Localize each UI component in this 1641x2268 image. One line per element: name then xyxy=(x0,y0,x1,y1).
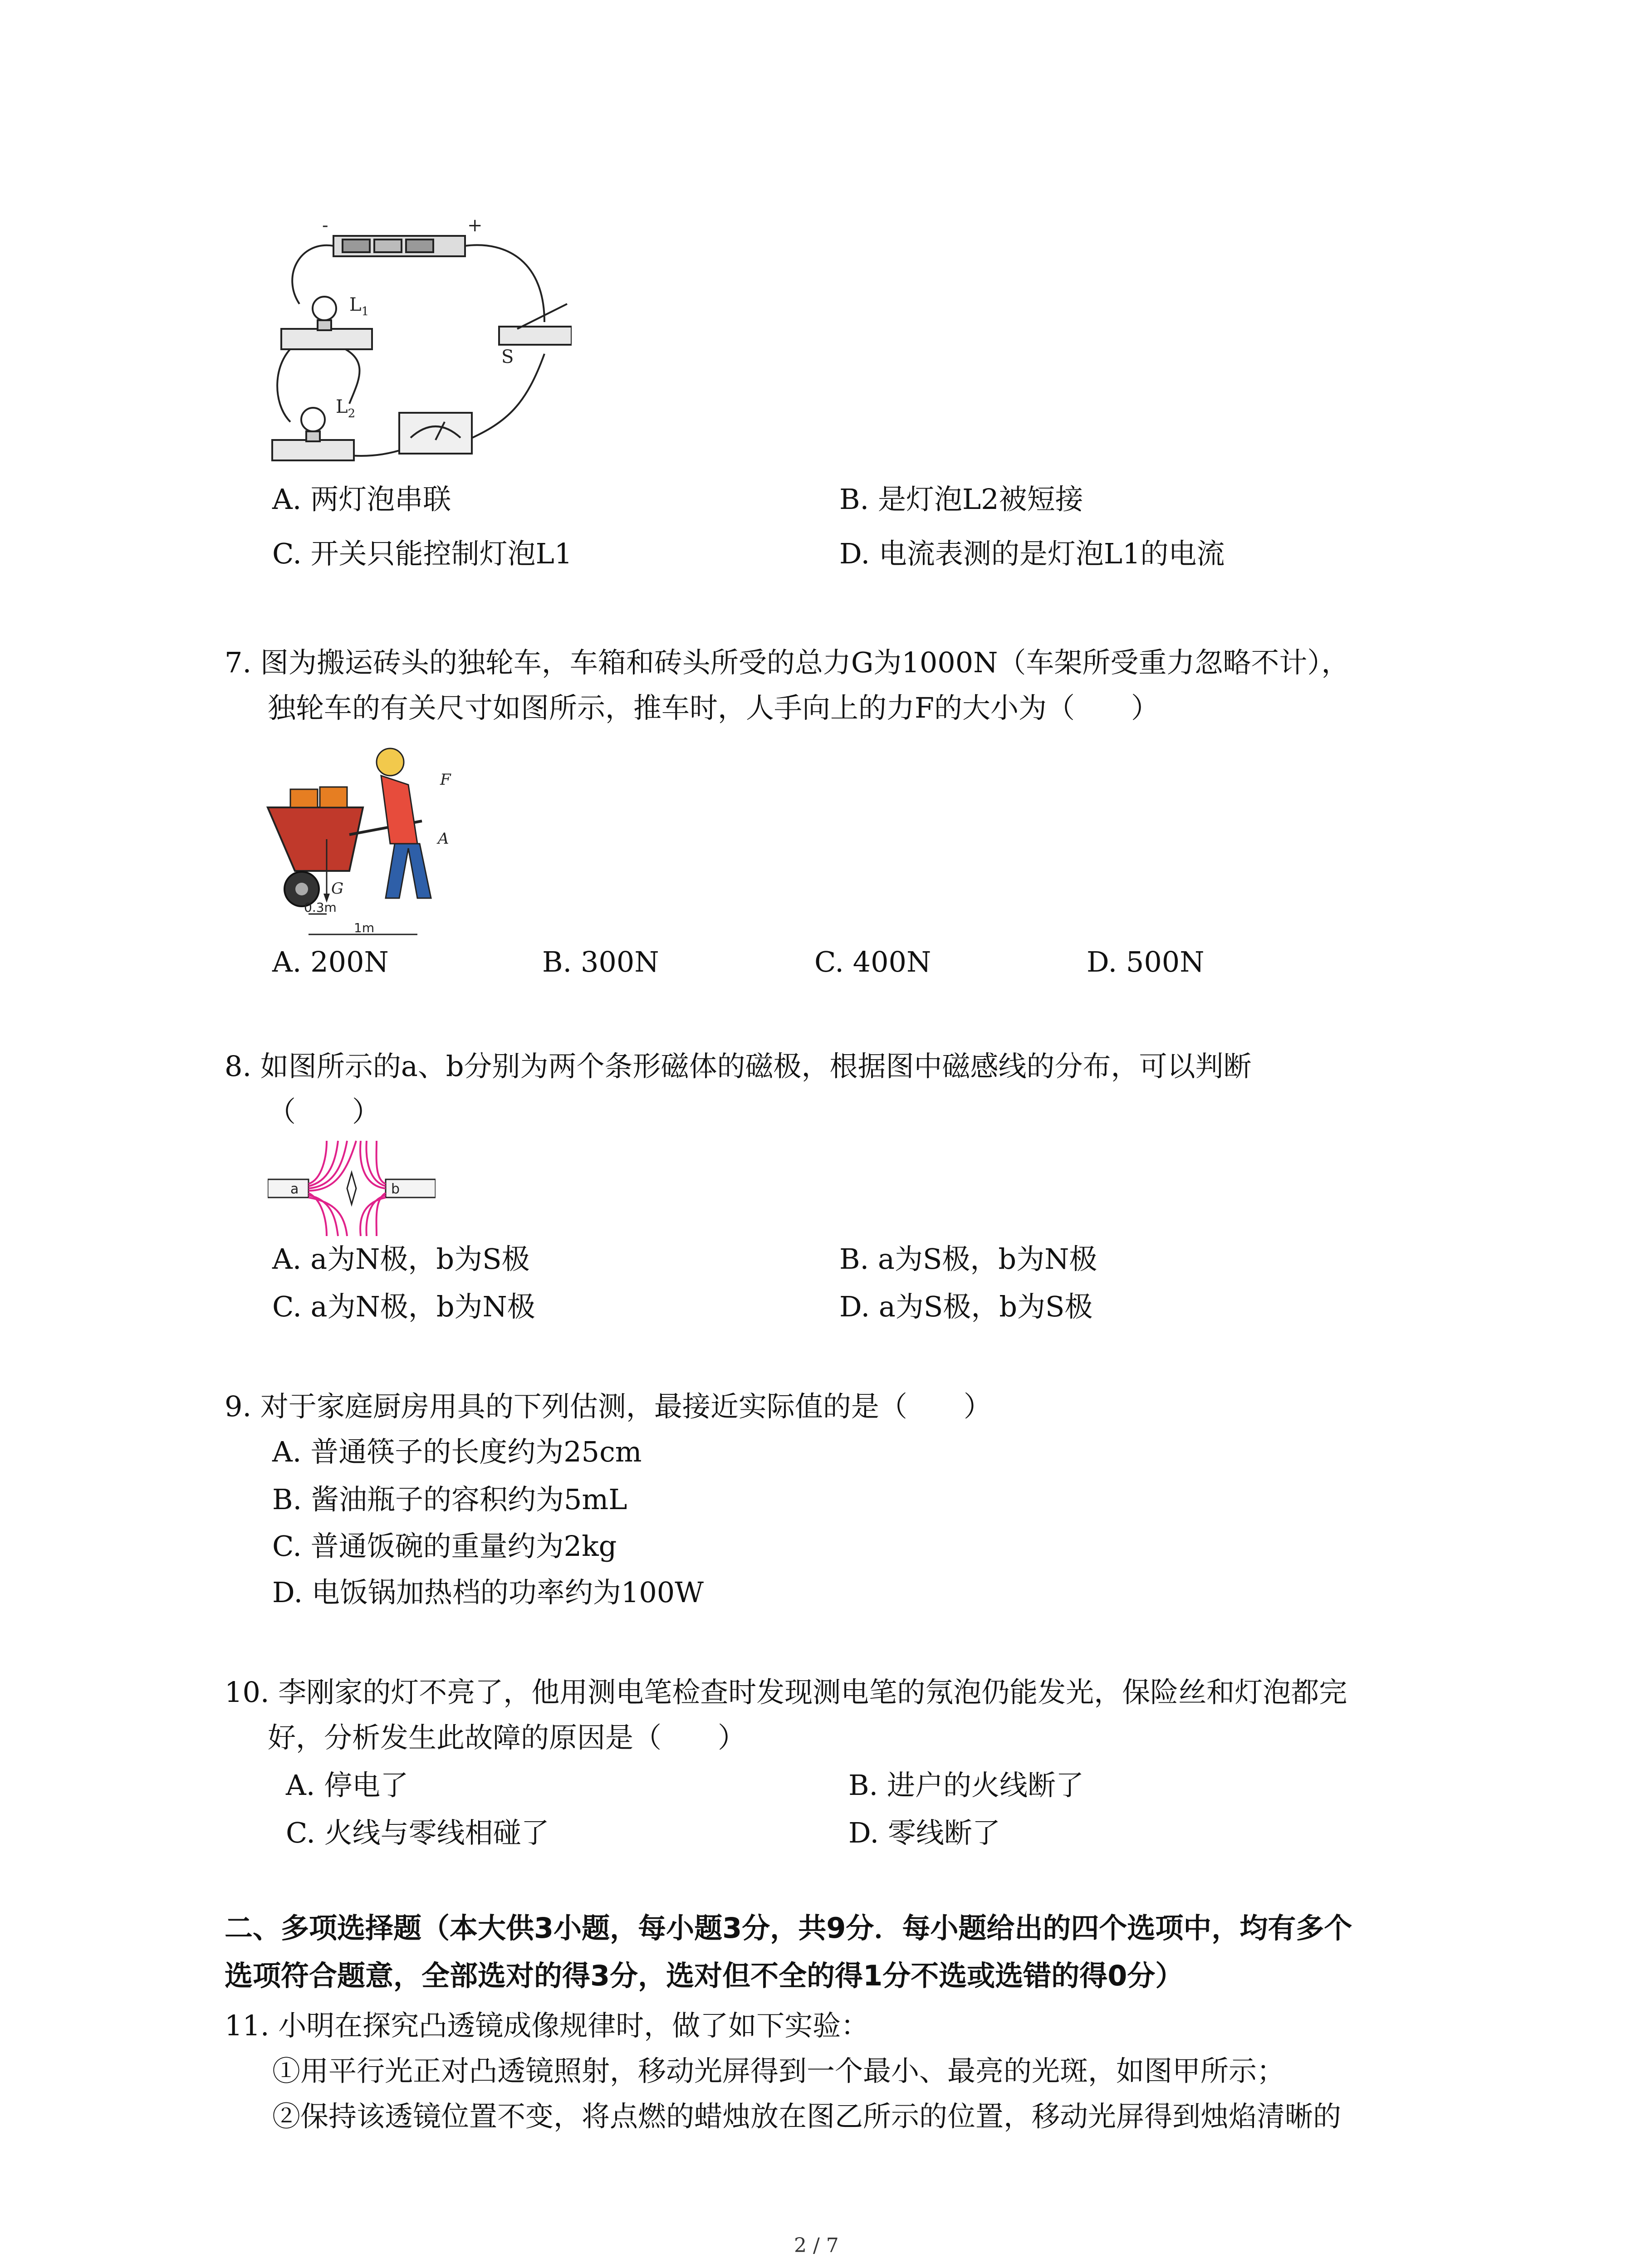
circuit-diagram xyxy=(254,213,572,467)
q10-stem-line-1: 10. 李刚家的灯不亮了，他用测电笔检查时发现测电笔的氖泡仍能发光，保险丝和灯泡都完 xyxy=(225,1676,1347,1709)
q7-option-b: B. 300N xyxy=(542,945,659,978)
magnet-field-figure xyxy=(268,1139,436,1238)
q6-option-b: B. 是灯泡L2被短接 xyxy=(839,483,1083,516)
q6-option-a: A. 两灯泡串联 xyxy=(272,483,451,516)
point-a-label: A xyxy=(438,830,449,848)
q11-step-1: ①用平行光正对凸透镜照射，移动光屏得到一个最小、最亮的光斑，如图甲所示； xyxy=(272,2054,1285,2087)
q8-option-c: C. a为N极，b为N极 xyxy=(272,1290,535,1323)
page-number: 2 / 7 xyxy=(794,2234,839,2257)
wheelbarrow-figure xyxy=(259,735,467,948)
q7-stem-line-2: 独轮车的有关尺寸如图所示，推车时，人手向上的力F的大小为（ ） xyxy=(268,691,1160,724)
q7-option-a: A. 200N xyxy=(272,945,389,978)
l2-subscript: 2 xyxy=(348,407,356,420)
q8-option-b: B. a为S极，b为N极 xyxy=(839,1242,1097,1276)
q7-stem-line-1: 7. 图为搬运砖头的独轮车，车箱和砖头所受的总力G为1000N（车架所受重力忽略不计）， xyxy=(225,646,1350,679)
battery-plus-label: + xyxy=(467,215,483,236)
q7-option-c: C. 400N xyxy=(814,945,931,978)
l1-label: L xyxy=(349,294,362,315)
dimension-0-3m: 0.3m xyxy=(304,900,337,915)
q7-option-d: D. 500N xyxy=(1087,945,1205,978)
q11-step-2: ②保持该透镜位置不变，将点燃的蜡烛放在图乙所示的位置，移动光屏得到烛焰清晰的 xyxy=(272,2100,1342,2133)
q11-stem: 11. 小明在探究凸透镜成像规律时，做了如下实验： xyxy=(225,2009,869,2042)
q10-option-b: B. 进户的火线断了 xyxy=(848,1769,1084,1802)
force-f-label: F xyxy=(440,771,451,789)
dimension-1m: 1m xyxy=(354,920,375,935)
battery-minus-label: - xyxy=(322,215,328,236)
q9-option-b: B. 酱油瓶子的容积约为5mL xyxy=(272,1483,627,1516)
magnet-b-label: b xyxy=(391,1181,400,1197)
q9-stem: 9. 对于家庭厨房用具的下列估测，最接近实际值的是（ ） xyxy=(225,1390,992,1423)
section-2-heading-line-1: 二、多项选择题（本大供3小题，每小题3分，共9分．每小题给出的四个选项中，均有多个 xyxy=(225,1911,1352,1945)
l1-subscript: 1 xyxy=(361,305,369,318)
force-g-label: G xyxy=(331,880,344,898)
q10-option-a: A. 停电了 xyxy=(286,1769,409,1802)
q10-option-c: C. 火线与零线相碰了 xyxy=(286,1816,549,1849)
q6-option-d: D. 电流表测的是灯泡L1的电流 xyxy=(839,537,1225,570)
section-2-heading-line-2: 选项符合题意，全部选对的得3分，选对但不全的得1分不选或选错的得0分） xyxy=(225,1959,1184,1992)
q10-option-d: D. 零线断了 xyxy=(848,1816,1000,1849)
magnet-a-label: a xyxy=(290,1181,299,1197)
q9-option-a: A. 普通筷子的长度约为25cm xyxy=(272,1435,642,1468)
q8-stem-line-1: 8. 如图所示的a、b分别为两个条形磁体的磁极，根据图中磁感线的分布，可以判断 xyxy=(225,1050,1252,1083)
q6-option-c: C. 开关只能控制灯泡L1 xyxy=(272,537,573,570)
svg-text:L2 xyxy=(336,396,355,420)
q8-option-a: A. a为N极，b为S极 xyxy=(272,1242,530,1276)
l2-label: L xyxy=(336,396,348,417)
q10-stem-line-2: 好，分析发生此故障的原因是（ ） xyxy=(268,1721,746,1754)
q9-option-c: C. 普通饭碗的重量约为2kg xyxy=(272,1530,617,1563)
q8-stem-line-2: （ ） xyxy=(268,1095,381,1128)
switch-label: S xyxy=(501,347,514,367)
q8-option-d: D. a为S极，b为S极 xyxy=(839,1290,1093,1323)
q9-option-d: D. 电饭锅加热档的功率约为100W xyxy=(272,1576,704,1609)
svg-text:L1 xyxy=(349,294,369,318)
